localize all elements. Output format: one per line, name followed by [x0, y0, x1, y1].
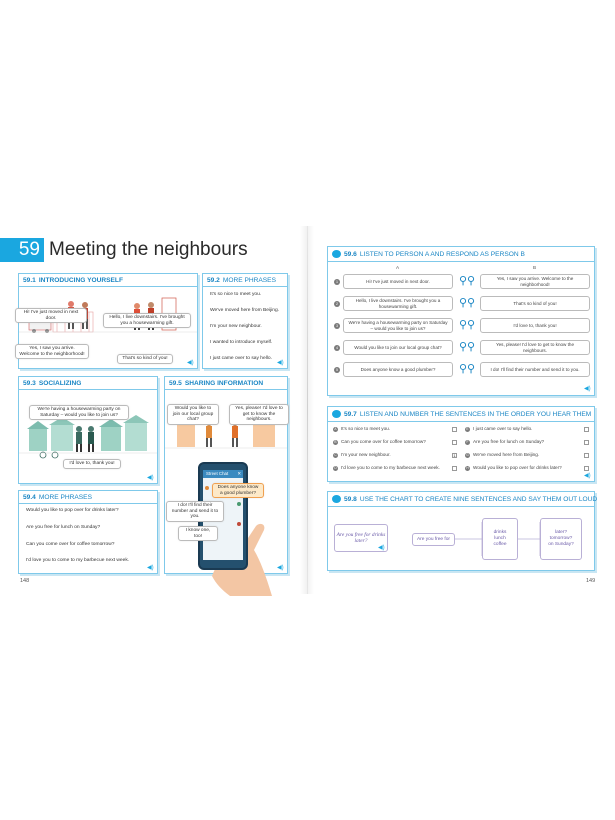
sentence: Can you come over for coffee tomorrow? — [341, 439, 426, 444]
item-letter: F — [466, 440, 469, 444]
headphones-icon — [332, 410, 341, 418]
person-b-line: I do! I'll find their number and send it to you. — [480, 362, 590, 377]
book-gutter — [307, 226, 308, 594]
chart-option: later? — [555, 530, 567, 535]
people-icon: ⚲⚲ — [459, 319, 476, 331]
section-header — [203, 274, 287, 287]
section-number: 59.2 — [207, 277, 220, 284]
chart-start-text: Are you free for — [416, 536, 451, 542]
section-header — [19, 274, 197, 287]
row-number: 5 — [336, 368, 338, 372]
phrase: I'd love you to come to my barbecue next week. — [26, 558, 130, 563]
sentence: It's so nice to meet you. — [341, 426, 391, 431]
example-text: Are you free for drinks later? — [336, 532, 386, 544]
section-header — [19, 377, 157, 390]
person-b-line: That's so kind of you! — [480, 296, 590, 311]
speech-bubble: Would you like to join our local group chat? — [167, 404, 219, 425]
sentence: We've moved here from Beijing. — [473, 452, 540, 457]
answer-box[interactable]: 1 — [453, 453, 456, 458]
chat-avatar-icon — [205, 486, 209, 490]
person-b-line: Yes, please! I'd love to get to know the neighbours. — [480, 340, 590, 355]
audio-icon[interactable]: ◀) — [584, 473, 591, 479]
section-59-2 — [202, 273, 288, 369]
page-number: 148 — [20, 578, 30, 584]
section-59-7 — [327, 406, 595, 482]
chat-header — [203, 470, 243, 478]
exercise-row — [328, 340, 594, 360]
section-number: 59.8 — [344, 496, 357, 503]
answer-box[interactable] — [584, 466, 589, 471]
section-header — [328, 247, 594, 262]
sentence: I'm your new neighbour. — [341, 452, 391, 457]
chat-avatar-icon — [237, 502, 241, 506]
section-title: LISTEN AND NUMBER THE SENTENCES IN THE ORDER YOU HEAR THEM — [359, 411, 592, 418]
phrase: We've moved here from Beijing. — [210, 308, 280, 313]
phrase: It's so nice to meet you. — [210, 292, 262, 297]
item-letter: H — [466, 466, 469, 470]
exercise-row — [328, 318, 594, 338]
section-title: MORE PHRASES — [38, 494, 92, 501]
exercise-row — [328, 296, 594, 316]
sentence: I just came over to say hello. — [473, 426, 533, 431]
item-letter: G — [466, 453, 469, 457]
row-number: 4 — [336, 346, 338, 350]
speech-bubble: That's so kind of you! — [117, 354, 173, 364]
phrase: Can you come over for coffee tomorrow? — [26, 542, 115, 547]
exercise-row — [328, 362, 594, 382]
phrase: I just came over to say hello. — [210, 356, 272, 361]
section-59-8 — [327, 491, 598, 571]
people-icon: ⚲⚲ — [459, 341, 476, 353]
section-number: 59.7 — [344, 411, 357, 418]
answer-box[interactable] — [584, 440, 589, 445]
section-header — [328, 407, 594, 422]
page-number: 149 — [586, 578, 596, 584]
section-59-3 — [18, 376, 158, 484]
section-title: SHARING INFORMATION — [184, 380, 264, 387]
chart-end — [540, 518, 582, 560]
audio-icon[interactable]: ◀) — [147, 475, 154, 481]
section-title: SOCIALIZING — [38, 380, 82, 387]
chart-option: lunch — [494, 536, 506, 541]
audio-icon[interactable]: ◀) — [584, 386, 591, 392]
person-a-line: Hi! I've just moved in next door. — [343, 274, 453, 289]
book-spread — [0, 226, 615, 594]
speech-bubble: Hello, I live downstairs. I've brought you a housewarming gift. — [103, 313, 191, 328]
people-icon: ⚲⚲ — [459, 363, 476, 375]
chart-option: coffee — [493, 542, 507, 547]
sentence: I'd love you to come to my barbecue next week. — [341, 465, 440, 470]
chat-message: Does anyone know a good plumber? — [212, 483, 264, 498]
person-b-line: I'd love to, thank you! — [480, 318, 590, 333]
people-icon: ⚲⚲ — [459, 275, 476, 287]
answer-box[interactable] — [452, 440, 457, 445]
section-59-4 — [18, 490, 158, 574]
section-59-6 — [327, 246, 595, 396]
section-title: LISTEN TO PERSON A AND RESPOND AS PERSON B — [359, 251, 525, 258]
column-label-a: A — [396, 265, 400, 270]
speech-icon — [332, 250, 341, 258]
unit-number-badge: 59 — [0, 238, 44, 262]
row-number: 1 — [336, 280, 338, 284]
chat-message: I know one, too! — [178, 526, 218, 541]
answer-box[interactable] — [584, 453, 589, 458]
person-a-line: Hello, I live downstairs. I've brought you a housewarming gift. — [343, 296, 453, 311]
speech-bubble: We're having a housewarming party on Saturday – would you like to join us? — [29, 405, 129, 420]
people-icon: ⚲⚲ — [459, 297, 476, 309]
section-header — [165, 377, 287, 390]
close-icon[interactable]: ✕ — [237, 471, 241, 476]
sentence: Would you like to pop over for drinks later? — [473, 465, 562, 470]
chart-start — [412, 533, 455, 546]
person-a-line: Does anyone know a good plumber? — [343, 362, 453, 377]
answer-box[interactable] — [584, 427, 589, 432]
chart-middle — [482, 518, 518, 560]
column-label-b: B — [533, 265, 537, 270]
phrase: Would you like to pop over for drinks later? — [26, 508, 119, 513]
chart-option: on Sunday? — [548, 542, 574, 547]
row-number: 2 — [336, 302, 338, 306]
chat-title: Street Chat — [206, 471, 229, 476]
audio-icon[interactable]: ◀) — [378, 545, 385, 551]
speech-bubble: Hi! I've just moved in next door. — [15, 308, 87, 323]
speech-bubble: Yes, I saw you arrive. Welcome to the neighborhood! — [15, 344, 89, 359]
section-title: INTRODUCING YOURSELF — [38, 277, 123, 284]
chat-message: I do! I'll find their number and send it to you. — [166, 501, 224, 522]
person-a-line: We're having a housewarming party on Saturday – would you like to join us? — [343, 318, 453, 333]
phrase: I wanted to introduce myself. — [210, 340, 273, 345]
audio-icon[interactable]: ◀) — [187, 360, 194, 366]
section-number: 59.5 — [169, 380, 182, 387]
answer-box[interactable] — [452, 427, 457, 432]
section-59-1 — [18, 273, 198, 369]
item-letter: A — [334, 427, 337, 431]
item-letter: E — [466, 427, 469, 431]
exercise-row — [328, 274, 594, 294]
sentence: Are you free for lunch on Sunday? — [473, 439, 545, 444]
phrase: I'm your new neighbour. — [210, 324, 262, 329]
audio-icon[interactable]: ◀) — [277, 565, 284, 571]
section-title: USE THE CHART TO CREATE NINE SENTENCES AND SAY THEM OUT LOUD — [359, 496, 598, 503]
speech-bubble: Yes, please! I'd love to get to know the neighbours. — [229, 404, 289, 425]
audio-icon[interactable]: ◀) — [277, 360, 284, 366]
audio-icon[interactable]: ◀) — [147, 565, 154, 571]
speech-bubble: I'd love to, thank you! — [63, 459, 121, 469]
chart-option: drinks — [493, 530, 507, 535]
answer-box[interactable] — [452, 466, 457, 471]
section-number: 59.3 — [23, 380, 36, 387]
row-number: 3 — [336, 324, 338, 328]
person-b-line: Yes, I saw you arrive. Welcome to the neighborhood! — [480, 274, 590, 289]
person-a-line: Would you like to join our local group chat? — [343, 340, 453, 355]
section-header — [19, 491, 157, 504]
item-letter: B — [334, 440, 337, 444]
section-title: MORE PHRASES — [222, 277, 276, 284]
item-letter: D — [334, 466, 337, 470]
item-letter: C — [334, 453, 337, 457]
section-number: 59.6 — [344, 251, 357, 258]
page-title: Meeting the neighbours — [49, 239, 248, 260]
phrase: Are you free for lunch on Sunday? — [26, 525, 101, 530]
chart-option: tomorrow? — [549, 536, 573, 541]
section-number: 59.4 — [23, 494, 36, 501]
section-number: 59.1 — [23, 277, 36, 284]
chat-avatar-icon — [237, 522, 241, 526]
